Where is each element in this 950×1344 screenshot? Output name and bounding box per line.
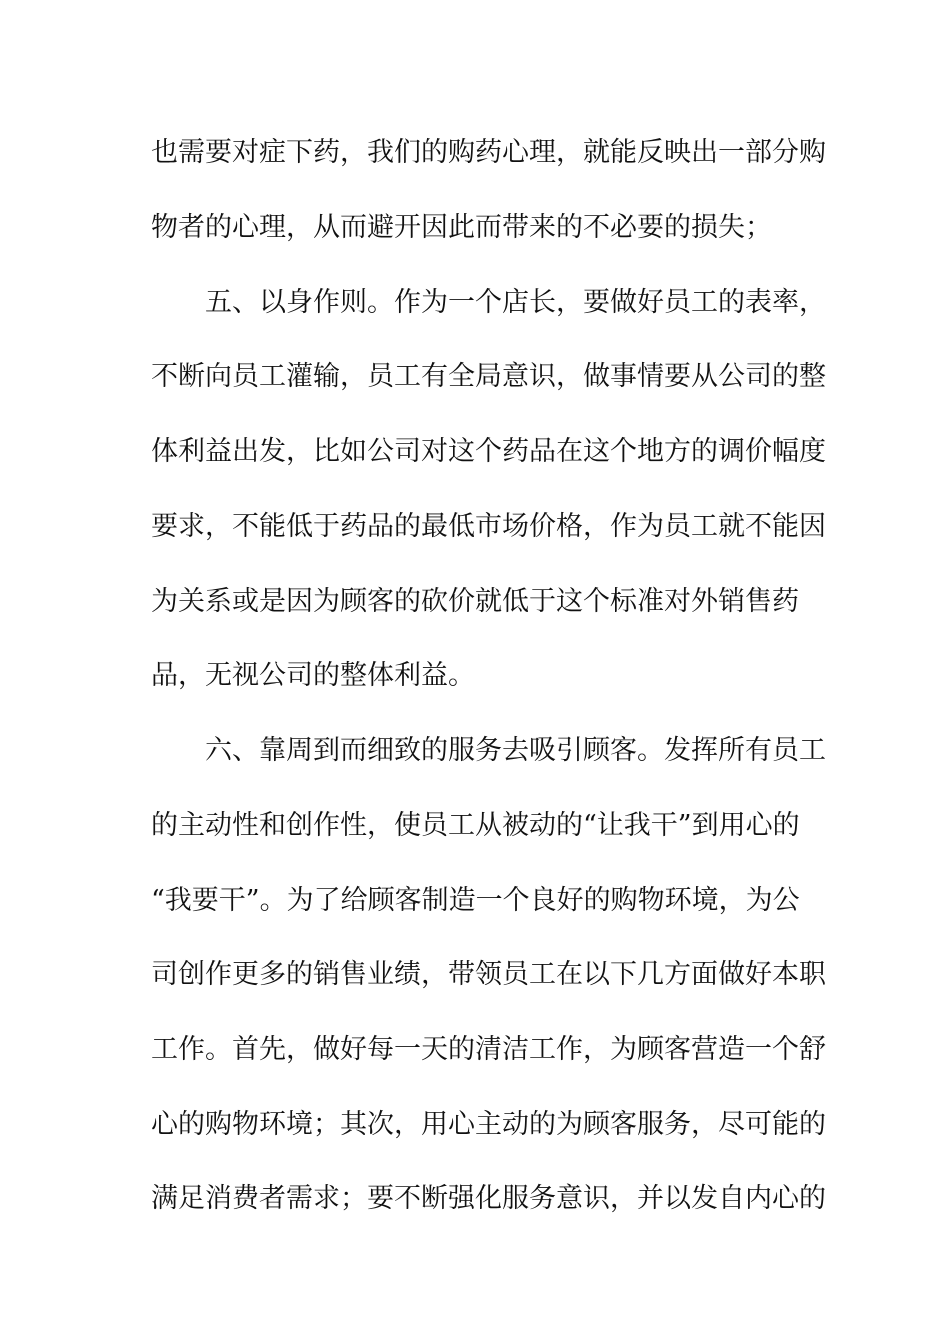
text-line-14: 心的购物环境；其次，用心主动的为顾客服务，尽可能的 [151,1109,826,1140]
text-line-10: 的主动性和创作性，使员工从被动的“让我干”到用心的 [151,810,800,841]
text-line-15: 满足消费者需求；要不断强化服务意识，并以发自内心的 [151,1183,826,1214]
text-line-13: 工作。首先，做好每一天的清洁工作，为顾客营造一个舒 [151,1034,826,1065]
text-line-11: “我要干”。为了给顾客制造一个良好的购物环境，为公 [151,885,800,916]
text-line-1: 也需要对症下药，我们的购药心理，就能反映出一部分购 [151,137,826,168]
text-line-2: 物者的心理，从而避开因此而带来的不必要的损失； [151,212,772,243]
text-line-3: 五、以身作则。作为一个店长，要做好员工的表率， [205,287,826,318]
text-line-12: 司创作更多的销售业绩，带领员工在以下几方面做好本职 [151,959,826,990]
text-line-9: 六、靠周到而细致的服务去吸引顾客。发挥所有员工 [205,735,826,766]
text-line-5: 体利益出发，比如公司对这个药品在这个地方的调价幅度 [151,436,826,467]
text-line-8: 品，无视公司的整体利益。 [151,660,475,691]
text-line-6: 要求，不能低于药品的最低市场价格，作为员工就不能因 [151,511,826,542]
text-line-7: 为关系或是因为顾客的砍价就低于这个标准对外销售药 [151,586,799,617]
text-line-4: 不断向员工灌输，员工有全局意识，做事情要从公司的整 [151,361,826,392]
